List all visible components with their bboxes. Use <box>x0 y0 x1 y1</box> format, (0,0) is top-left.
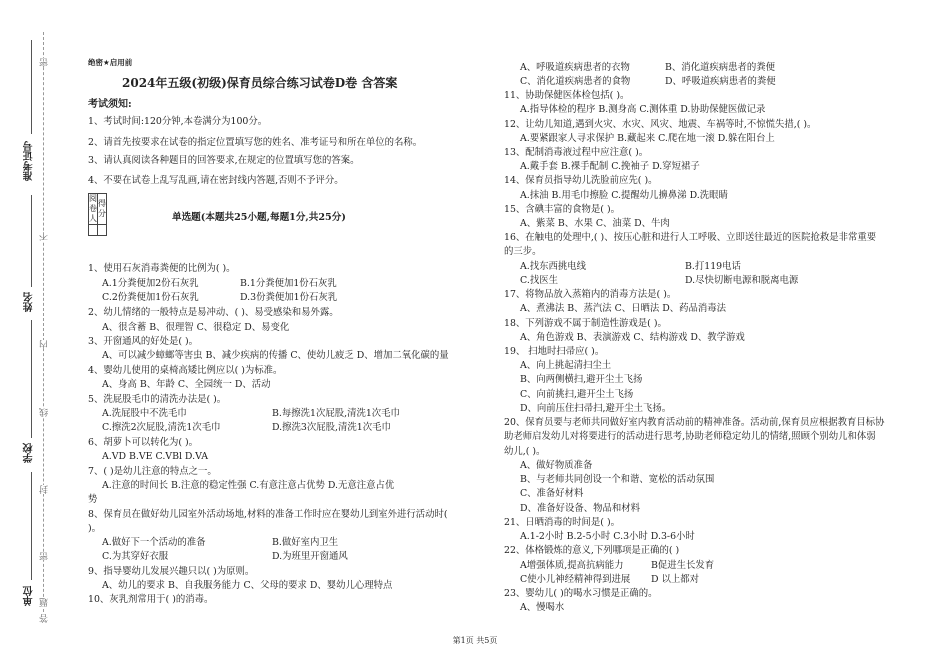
unit-field-line <box>31 472 32 580</box>
option-line: C.为其穿好衣服 <box>102 551 169 562</box>
option-line: D 以上都对 <box>651 574 699 585</box>
question-line: 20、保育员要与老师共同做好室内教育活动前的精神准备。活动前,保育员应根据教育目标协 <box>504 417 885 428</box>
question-line: 13、配制消毒液过程中应注意( )。 <box>504 147 649 158</box>
seal-char: 答 <box>40 614 50 623</box>
option-line: B.1分粪便加1份石灰乳 <box>240 278 337 289</box>
option-line: A、幼儿的要求 B、自我服务能力 C、父母的要求 D、婴幼儿心理特点 <box>102 580 393 591</box>
option-line: A、紫菜 B、水果 C、油菜 D、牛肉 <box>520 218 670 229</box>
seal-dashed-line <box>43 32 44 617</box>
name-field-line <box>31 195 32 287</box>
option-line: D.擦洗3次屁股,清洗1次毛巾 <box>272 422 391 433</box>
top-secret-mark: 绝密★启用前 <box>88 58 133 67</box>
option-line: A.指导体检的程序 B.测身高 C.测体重 D.协助保健医做记录 <box>520 104 766 115</box>
seal-char: 不 <box>40 232 50 241</box>
score-header: 得分 <box>98 194 107 225</box>
option-line: A.1分粪便加2份石灰乳 <box>102 278 199 289</box>
option-line: A.1-2小时 B.2-5小时 C.3小时 D.3-6小时 <box>520 531 695 542</box>
score-cell[interactable] <box>98 225 107 236</box>
option-line: A、可以减少蟑螂等害虫 B、减少疾病的传播 C、使幼儿疲乏 D、增加二氧化碳的量 <box>102 350 449 361</box>
option-line: A、慢喝水 <box>520 602 565 613</box>
option-line: B.做好室内卫生 <box>272 537 339 548</box>
seal-char: 题 <box>40 598 50 607</box>
option-line: B促进生长发育 <box>651 560 715 571</box>
question-line: 的三步。 <box>504 246 542 257</box>
option-line: C.2份粪便加1份石灰乳 <box>102 292 199 303</box>
option-line: D、呼吸道疾病患者的粪便 <box>665 76 776 87</box>
question-line: 6、胡萝卜可以转化为( )。 <box>88 437 199 448</box>
notice-item: 3、请认真阅读各种题目的回答要求,在规定的位置填写您的答案。 <box>88 155 360 166</box>
school-field-line <box>31 320 32 438</box>
option-line: A、角色游戏 B、表演游戏 C、结构游戏 D、教学游戏 <box>520 332 745 343</box>
option-line: A增强体质,提高抗病能力 <box>520 560 624 571</box>
seal-char: 内 <box>40 340 50 349</box>
question-line: 9、指导婴幼儿发展兴趣只以( )为原则。 <box>88 566 255 577</box>
question-line: 14、保育员指导幼儿洗脸前应先( )。 <box>504 175 658 186</box>
notice-item: 4、不要在试卷上乱写乱画,请在密封线内答题,否则不予评分。 <box>88 175 344 186</box>
seal-char: 线 <box>40 408 50 417</box>
ticket-number-field-line <box>31 40 32 134</box>
section-title: 单选题(本题共25小题,每题1分,共25分) <box>172 212 346 223</box>
question-line: 18、下列游戏不属于制造性游戏是( )。 <box>504 318 667 329</box>
ticket-number-label: 准考证号 <box>24 141 35 181</box>
name-label: 姓名 <box>24 292 35 312</box>
question-line: 4、婴幼儿使用的桌椅高矮比例应以( )为标准。 <box>88 365 283 376</box>
option-line: A.做好下一个活动的准备 <box>102 537 206 548</box>
seal-char: 封 <box>40 485 50 494</box>
question-line: 17、将物品放入蒸箱内的消毒方法是( )。 <box>504 289 677 300</box>
question-line: 23、婴幼儿( )的喝水习惯是正确的。 <box>504 588 658 599</box>
question-line: 5、洗屁股毛巾的清洗办法是( )。 <box>88 394 227 405</box>
option-line: C、消化道疾病患者的食物 <box>520 76 631 87</box>
option-line: C、向前挑扫,避开尘土飞扬 <box>520 389 634 400</box>
option-line: D.为班里开窗通风 <box>272 551 348 562</box>
option-line: A、呼吸道疾病患者的衣物 <box>520 62 630 73</box>
question-line: 幼儿,( )。 <box>504 446 546 457</box>
seal-char: 密 <box>40 552 50 561</box>
option-line: A.洗屁股中不洗毛巾 <box>102 408 187 419</box>
question-line: 15、含碘丰富的食物是( )。 <box>504 204 620 215</box>
school-label: 学校 <box>24 443 35 463</box>
notice-heading: 考试须知: <box>88 99 132 110</box>
option-line: A、很含蓄 B、很理智 C、很稳定 D、易变化 <box>102 322 290 333</box>
question-line: 1、使用石灰消毒粪便的比例为( )。 <box>88 263 236 274</box>
option-line: 势 <box>88 494 98 505</box>
question-line: 19、 扫地时扫帚应( )。 <box>504 346 605 357</box>
page-number: 第1页 共5页 <box>452 636 498 645</box>
option-line: B.打119电话 <box>685 261 741 272</box>
question-line: )。 <box>88 523 102 534</box>
question-line: 助老师启发幼儿对将要进行的活动进行思考,协助老师稳定幼儿的情绪,照顾个别幼儿和体弱 <box>504 431 876 442</box>
option-line: A.VD B.VE C.VBl D.VA <box>102 451 209 462</box>
option-line: A、煮沸法 B、蒸汽法 C、日晒法 D、药品消毒法 <box>520 303 727 314</box>
option-line: A、做好物质准备 <box>520 460 593 471</box>
reviewer-header: 阅卷人 <box>89 194 97 223</box>
option-line: A.戴手套 B.裸手配制 C.挽袖子 D.穿短裙子 <box>520 161 700 172</box>
option-line: B.每擦洗1次屁股,清洗1次毛巾 <box>272 408 400 419</box>
option-line: A.要紧跟家人寻求保护 B.藏起来 C.爬在地一滚 D.躲在阳台上 <box>520 133 775 144</box>
unit-label: 单位 <box>24 586 35 606</box>
question-line: 22、体格锻炼的意义,下列哪项是正确的( ) <box>504 545 680 556</box>
option-line: D.尽快切断电源和脱离电源 <box>685 275 799 286</box>
question-line: 10、灰乳剂常用于( )的消毒。 <box>88 594 214 605</box>
question-line: 16、在触电的处理中,( )、按压心脏和进行人工呼吸、立即送往最近的医院抢救是非常重要 <box>504 232 877 243</box>
document-title: 2024年五级(初级)保育员综合练习试卷D卷 含答案 <box>122 76 398 90</box>
option-line: A、身高 B、年龄 C、全园统一 D、活动 <box>102 379 271 390</box>
option-line: C、准备好材料 <box>520 488 584 499</box>
option-line: D、准备好设备、物品和材料 <box>520 503 641 514</box>
option-line: C.擦洗2次屁股,清洗1次毛巾 <box>102 422 221 433</box>
option-line: A、向上挑起清扫尘土 <box>520 360 612 371</box>
option-line: C.找医生 <box>520 275 558 286</box>
reviewer-cell[interactable] <box>89 225 98 236</box>
score-box <box>88 193 107 236</box>
option-line: B、向两侧横扫,避开尘土飞扬 <box>520 374 643 385</box>
option-line: B、消化道疾病患者的粪便 <box>665 62 776 73</box>
seal-char: 密 <box>40 58 50 67</box>
option-line: B、与老师共同创设一个和谐、宽松的活动氛围 <box>520 474 715 485</box>
question-line: 7、( )是幼儿注意的特点之一。 <box>88 466 217 477</box>
question-line: 3、开窗通风的好处是( )。 <box>88 336 199 347</box>
question-line: 8、保育员在做好幼儿园室外活动场地,材料的准备工作时应在婴幼儿到室外进行活动时( <box>88 509 448 520</box>
notice-item: 2、请首先按要求在试卷的指定位置填写您的姓名、准考证号和所在单位的名称。 <box>88 137 423 148</box>
option-line: A.找东西挑电线 <box>520 261 587 272</box>
question-line: 11、协助保健医体检包括( )。 <box>504 90 630 101</box>
question-line: 12、让幼儿知道,遇到火灾、水灾、风灾、地震、车祸等时,不惊慌失措,( )。 <box>504 119 817 130</box>
question-line: 21、日晒消毒的时间是( )。 <box>504 517 620 528</box>
option-line: C使小儿神经精神得到进展 <box>520 574 631 585</box>
question-line: 2、幼儿情绪的一般特点是易冲动、( )、易受感染和易外露。 <box>88 307 339 318</box>
option-line: A.注意的时间长 B.注意的稳定性强 C.有意注意占优势 D.无意注意占优 <box>102 480 395 491</box>
notice-item: 1、考试时间:120分钟,本卷满分为100分。 <box>88 116 268 127</box>
option-line: A.抹油 B.用毛巾擦脸 C.提醒幼儿擤鼻涕 D.洗眼睛 <box>520 190 728 201</box>
option-line: D.3份粪便加1份石灰乳 <box>240 292 338 303</box>
option-line: D、向前压住扫帚扫,避开尘土飞扬。 <box>520 403 672 414</box>
